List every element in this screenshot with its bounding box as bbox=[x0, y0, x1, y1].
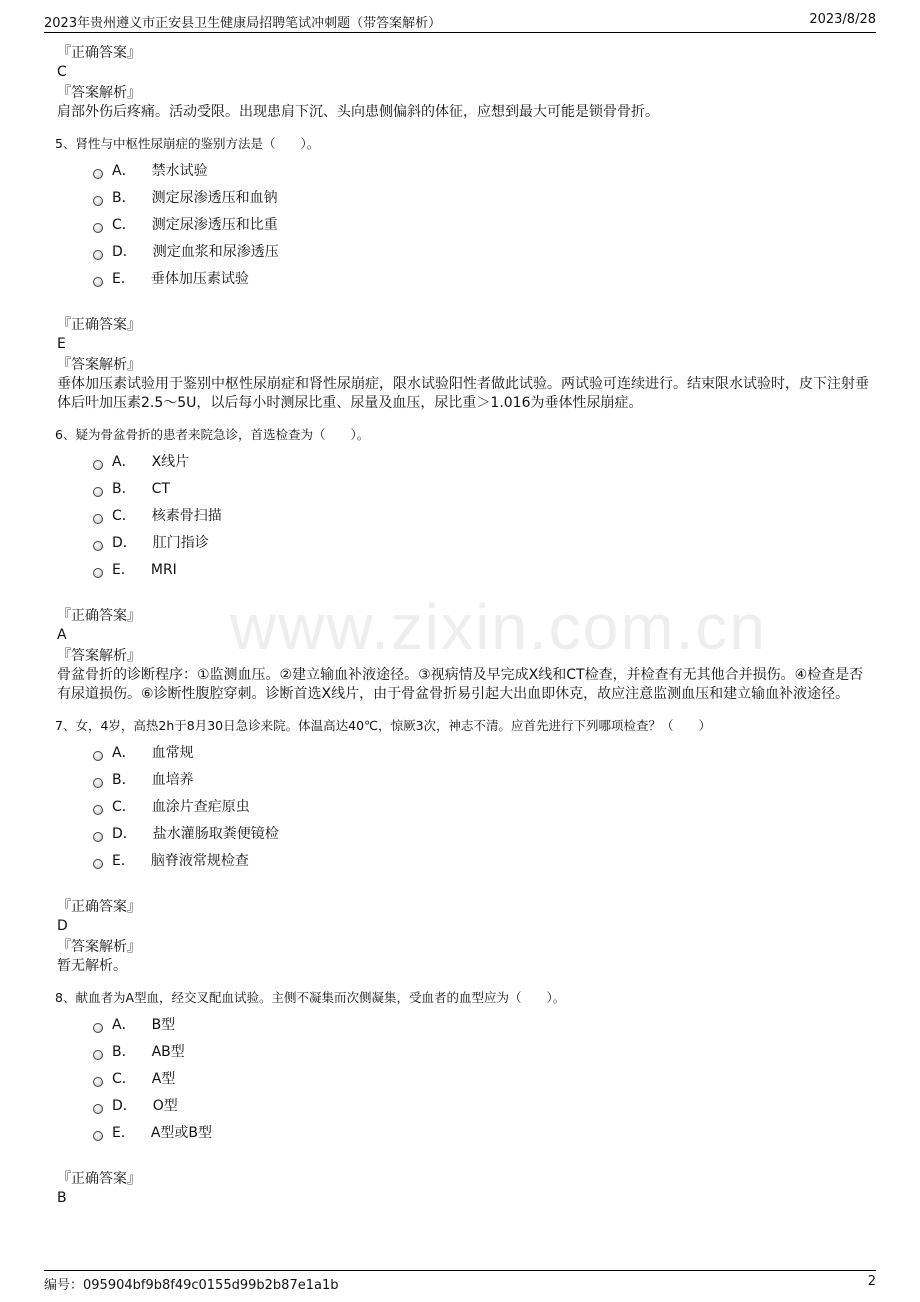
radio-icon[interactable] bbox=[93, 250, 103, 260]
radio-icon[interactable] bbox=[93, 832, 103, 842]
option-letter: C． bbox=[112, 216, 136, 233]
radio-icon[interactable] bbox=[93, 1131, 103, 1141]
page-content bbox=[55, 44, 870, 1208]
answer-block-q4 bbox=[57, 44, 870, 122]
question-stem: 5、肾性与中枢性尿崩症的鉴别方法是（ ）。 bbox=[55, 136, 320, 151]
option-text: O型 bbox=[152, 1097, 178, 1114]
option-e[interactable] bbox=[93, 556, 870, 583]
option-text: A型或B型 bbox=[150, 1124, 213, 1141]
radio-icon[interactable] bbox=[93, 1077, 103, 1087]
answer-block bbox=[57, 607, 870, 704]
option-text: 垂体加压素试验 bbox=[150, 270, 249, 287]
page-footer bbox=[44, 1270, 876, 1293]
answer-value: A bbox=[57, 627, 67, 643]
option-e[interactable] bbox=[93, 1119, 870, 1146]
option-text: X线片 bbox=[151, 453, 190, 470]
radio-icon[interactable] bbox=[93, 196, 103, 206]
analysis-label: 『答案解析』 bbox=[57, 357, 141, 373]
option-d[interactable] bbox=[93, 1092, 870, 1119]
option-text: A型 bbox=[151, 1070, 176, 1087]
option-letter: A． bbox=[112, 744, 136, 761]
page-number: 2 bbox=[867, 1274, 876, 1289]
radio-icon[interactable] bbox=[93, 460, 103, 470]
answer-block bbox=[57, 316, 870, 413]
option-a[interactable] bbox=[93, 448, 870, 475]
analysis-text: 骨盆骨折的诊断程序：①监测血压。②建立输血补液途径。③视病情及早完成X线和CT检查，并检查有无其他合并损伤。④检查是否有尿道损伤。⑥诊断性腹腔穿刺。诊断首选X线片，由于骨盆骨折易引起大出血即休克，故应注意监测血压和建立输血补液途径。 bbox=[57, 667, 864, 702]
option-text: 盐水灌肠取粪便镜检 bbox=[152, 825, 279, 842]
analysis-label: 『答案解析』 bbox=[57, 85, 141, 101]
radio-icon[interactable] bbox=[93, 805, 103, 815]
option-b[interactable] bbox=[93, 766, 870, 793]
question-8 bbox=[55, 989, 870, 1208]
option-d[interactable] bbox=[93, 820, 870, 847]
option-letter: C． bbox=[112, 798, 136, 815]
radio-icon[interactable] bbox=[93, 751, 103, 761]
option-a[interactable] bbox=[93, 739, 870, 766]
radio-icon[interactable] bbox=[93, 1050, 103, 1060]
option-text: 血涂片查疟原虫 bbox=[151, 798, 250, 815]
answer-label: 『正确答案』 bbox=[57, 317, 141, 333]
option-text: CT bbox=[151, 480, 170, 497]
radio-icon[interactable] bbox=[93, 541, 103, 551]
answer-value: E bbox=[57, 336, 66, 352]
option-c[interactable] bbox=[93, 211, 870, 238]
radio-icon[interactable] bbox=[93, 1104, 103, 1114]
radio-icon[interactable] bbox=[93, 778, 103, 788]
option-text: 血培养 bbox=[151, 771, 194, 788]
option-text: 核素骨扫描 bbox=[151, 507, 222, 524]
question-stem: 7、女，4岁，高热2h于8月30日急诊来院。体温高达40℃，惊厥3次，神志不清。应首先进行下列哪项检查？（ ） bbox=[55, 718, 712, 733]
option-letter: C． bbox=[112, 507, 136, 524]
option-letter: D． bbox=[112, 534, 137, 551]
answer-block bbox=[57, 1170, 870, 1208]
option-text: 血常规 bbox=[151, 744, 194, 761]
option-letter: B． bbox=[112, 771, 136, 788]
option-b[interactable] bbox=[93, 184, 870, 211]
option-c[interactable] bbox=[93, 1065, 870, 1092]
answer-label: 『正确答案』 bbox=[57, 899, 141, 915]
question-stem: 6、疑为骨盆骨折的患者来院急诊，首选检查为（ ）。 bbox=[55, 427, 370, 442]
option-letter: E． bbox=[112, 561, 135, 578]
option-letter: D． bbox=[112, 243, 137, 260]
analysis-label: 『答案解析』 bbox=[57, 939, 141, 955]
radio-icon[interactable] bbox=[93, 487, 103, 497]
analysis-text: 垂体加压素试验用于鉴别中枢性尿崩症和肾性尿崩症，限水试验阳性者做此试验。两试验可连续进行。结束限水试验时，皮下注射垂体后叶加压素2.5～5U，以后每小时测尿比重、尿量及血压，尿比重＞1.016为垂体性尿崩症。 bbox=[57, 376, 869, 411]
option-c[interactable] bbox=[93, 502, 870, 529]
answer-label: 『正确答案』 bbox=[57, 1171, 141, 1187]
option-a[interactable] bbox=[93, 1011, 870, 1038]
radio-icon[interactable] bbox=[93, 277, 103, 287]
option-d[interactable] bbox=[93, 529, 870, 556]
analysis-text: 暂无解析。 bbox=[57, 958, 127, 974]
option-e[interactable] bbox=[93, 265, 870, 292]
answer-label: 『正确答案』 bbox=[57, 45, 141, 61]
option-b[interactable] bbox=[93, 475, 870, 502]
option-letter: A． bbox=[112, 1016, 136, 1033]
option-list bbox=[93, 157, 870, 292]
option-letter: C． bbox=[112, 1070, 136, 1087]
option-list bbox=[93, 739, 870, 874]
option-text: B型 bbox=[151, 1016, 176, 1033]
option-c[interactable] bbox=[93, 793, 870, 820]
radio-icon[interactable] bbox=[93, 568, 103, 578]
doc-date: 2023/8/28 bbox=[809, 12, 876, 27]
answer-block bbox=[57, 898, 870, 976]
option-letter: E． bbox=[112, 1124, 135, 1141]
answer-value: B bbox=[57, 1190, 67, 1206]
question-6 bbox=[55, 426, 870, 704]
answer-value: C bbox=[57, 64, 67, 80]
option-list bbox=[93, 1011, 870, 1146]
option-text: AB型 bbox=[151, 1043, 185, 1060]
option-text: 测定尿渗透压和血钠 bbox=[151, 189, 278, 206]
analysis-label: 『答案解析』 bbox=[57, 648, 141, 664]
question-7 bbox=[55, 717, 870, 976]
option-letter: B． bbox=[112, 480, 136, 497]
option-text: 肛门指诊 bbox=[152, 534, 209, 551]
option-letter: D． bbox=[112, 1097, 137, 1114]
option-a[interactable] bbox=[93, 157, 870, 184]
answer-value: D bbox=[57, 918, 68, 934]
option-letter: D． bbox=[112, 825, 137, 842]
option-letter: B． bbox=[112, 189, 136, 206]
option-text: 测定血浆和尿渗透压 bbox=[152, 243, 279, 260]
doc-code: 编号：095904bf9b8f49c0155d99b2b87e1a1b bbox=[44, 1278, 339, 1293]
option-text: 禁水试验 bbox=[151, 162, 208, 179]
option-letter: A． bbox=[112, 162, 136, 179]
doc-title: 2023年贵州遵义市正安县卫生健康局招聘笔试冲刺题（带答案解析） bbox=[44, 16, 442, 31]
watermark: www.zixin.com.cn bbox=[230, 591, 767, 663]
radio-icon[interactable] bbox=[93, 514, 103, 524]
option-letter: A． bbox=[112, 453, 136, 470]
answer-label: 『正确答案』 bbox=[57, 608, 141, 624]
option-b[interactable] bbox=[93, 1038, 870, 1065]
option-d[interactable] bbox=[93, 238, 870, 265]
question-5 bbox=[55, 135, 870, 413]
radio-icon[interactable] bbox=[93, 223, 103, 233]
option-letter: E． bbox=[112, 852, 135, 869]
question-stem: 8、献血者为A型血，经交叉配血试验。主侧不凝集而次侧凝集，受血者的血型应为（ ）。 bbox=[55, 990, 566, 1005]
analysis-text: 肩部外伤后疼痛。活动受限。出现患肩下沉、头向患侧偏斜的体征，应想到最大可能是锁骨骨折。 bbox=[57, 104, 659, 120]
option-text: 脑脊液常规检查 bbox=[150, 852, 249, 869]
radio-icon[interactable] bbox=[93, 859, 103, 869]
radio-icon[interactable] bbox=[93, 169, 103, 179]
option-text: 测定尿渗透压和比重 bbox=[151, 216, 278, 233]
option-e[interactable] bbox=[93, 847, 870, 874]
radio-icon[interactable] bbox=[93, 1023, 103, 1033]
option-letter: E． bbox=[112, 270, 135, 287]
option-letter: B． bbox=[112, 1043, 136, 1060]
option-text: MRI bbox=[150, 561, 177, 578]
option-list bbox=[93, 448, 870, 583]
page-header bbox=[44, 12, 876, 33]
